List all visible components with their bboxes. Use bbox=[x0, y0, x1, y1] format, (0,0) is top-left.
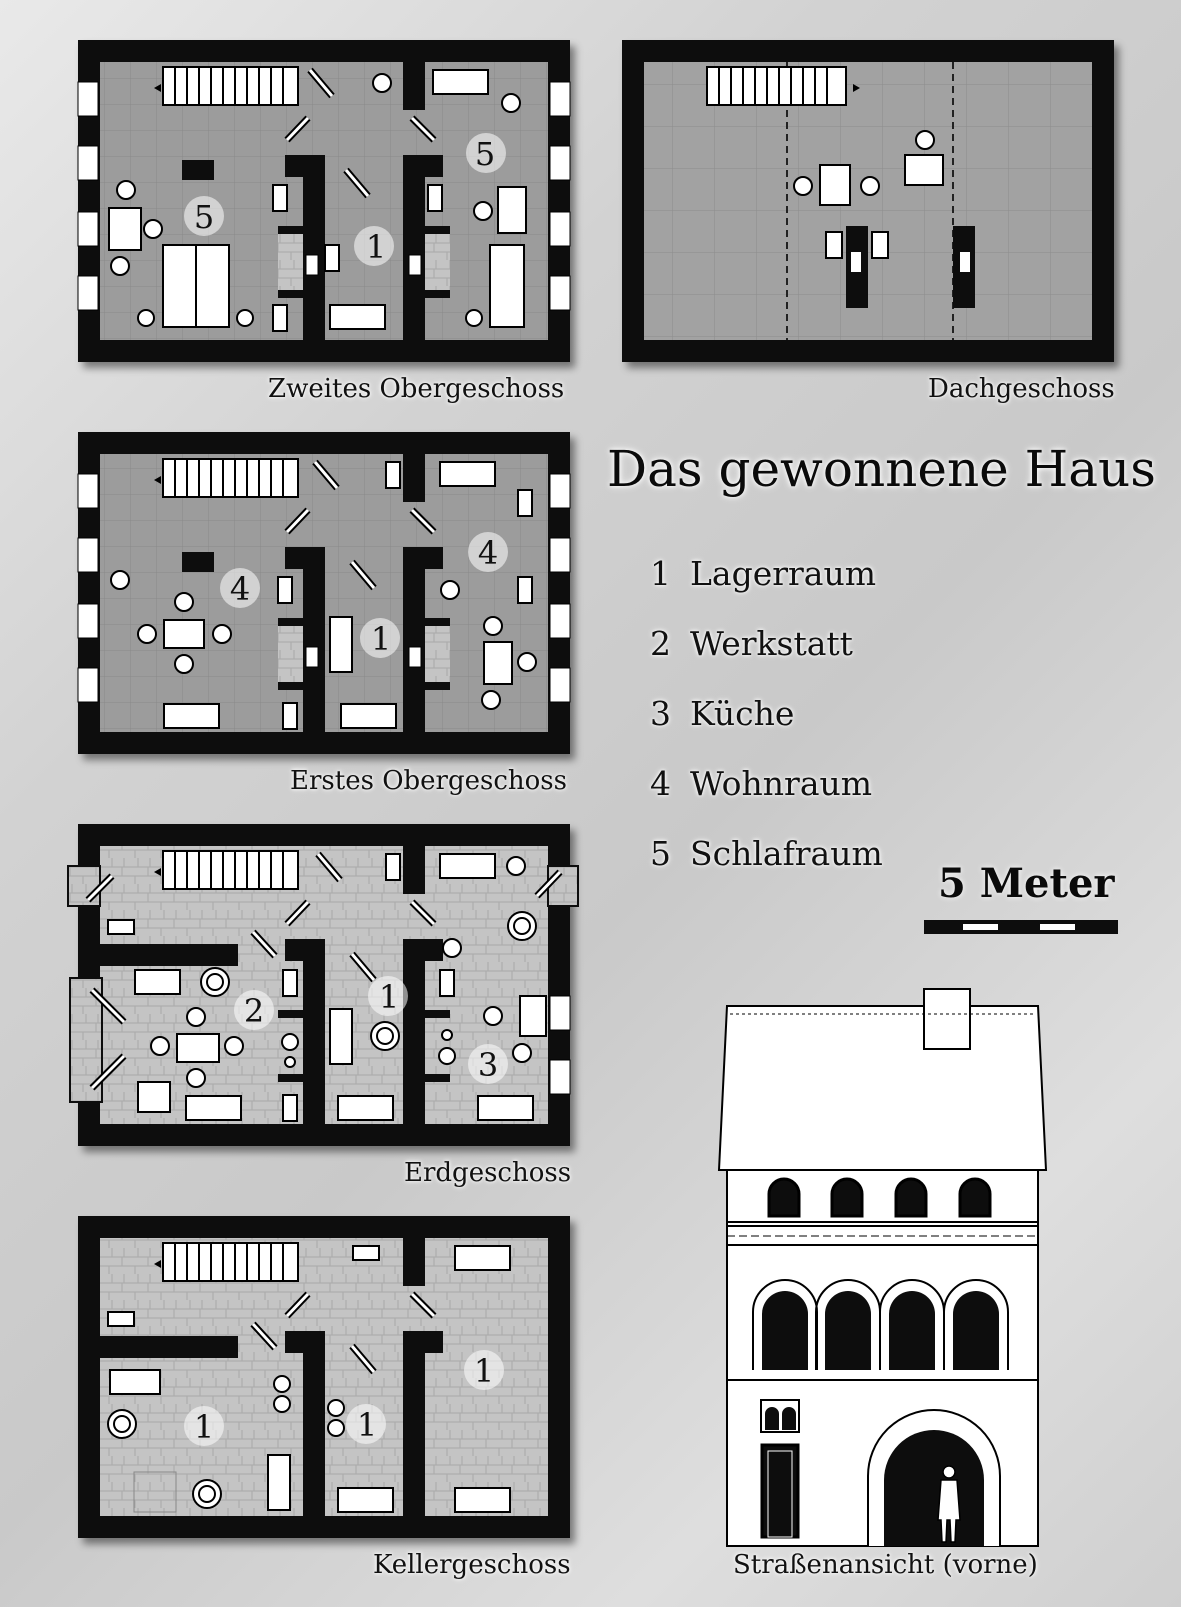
room-number: 1 bbox=[378, 978, 400, 1016]
floor-caption-zweites: Zweites Obergeschoss bbox=[268, 374, 565, 404]
room-number: 1 bbox=[370, 620, 392, 658]
floor-plan-erstes-obergeschoss bbox=[78, 432, 570, 754]
floor-caption-erstes: Erstes Obergeschoss bbox=[290, 766, 567, 796]
legend-label: Wohnraum bbox=[690, 764, 873, 803]
legend-number: 5 bbox=[650, 834, 671, 873]
legend-label: Werkstatt bbox=[690, 624, 853, 663]
room-number: 1 bbox=[473, 1352, 495, 1390]
floor-plan-zweites-obergeschoss bbox=[78, 40, 570, 362]
legend-item bbox=[650, 552, 883, 622]
room-number: 4 bbox=[477, 534, 499, 572]
scale-bar bbox=[924, 920, 1118, 934]
room-number: 3 bbox=[477, 1046, 499, 1084]
floor-plan-kellergeschoss bbox=[78, 1216, 570, 1538]
legend-item bbox=[650, 762, 883, 832]
room-number: 1 bbox=[365, 228, 387, 266]
scale-label: 5 Meter bbox=[938, 860, 1115, 907]
legend-item bbox=[650, 832, 883, 902]
floor-plan-erdgeschoss bbox=[68, 824, 578, 1146]
room-legend bbox=[650, 552, 883, 902]
room-number: 5 bbox=[193, 198, 215, 236]
elevation-caption: Straßenansicht (vorne) bbox=[733, 1550, 1038, 1580]
legend-item bbox=[650, 692, 883, 762]
legend-label: Lagerraum bbox=[690, 554, 877, 593]
room-number: 1 bbox=[193, 1408, 215, 1446]
legend-label: Schlafraum bbox=[690, 834, 883, 873]
room-number: 1 bbox=[356, 1406, 378, 1444]
legend-number: 2 bbox=[650, 624, 671, 663]
room-number: 4 bbox=[229, 570, 251, 608]
street-elevation bbox=[719, 989, 1046, 1546]
legend-item bbox=[650, 622, 883, 692]
legend-label: Küche bbox=[690, 694, 795, 733]
floor-caption-dach: Dachgeschoss bbox=[928, 374, 1115, 404]
legend-number: 4 bbox=[650, 764, 671, 803]
floor-caption-keller: Kellergeschoss bbox=[373, 1550, 571, 1580]
room-number: 5 bbox=[474, 135, 496, 173]
floor-plan-dachgeschoss bbox=[622, 40, 1114, 362]
legend-number: 1 bbox=[650, 554, 671, 593]
room-number: 2 bbox=[243, 992, 265, 1030]
floor-caption-erd: Erdgeschoss bbox=[404, 1158, 572, 1188]
map-title: Das gewonnene Haus bbox=[607, 440, 1156, 498]
legend-number: 3 bbox=[650, 694, 671, 733]
